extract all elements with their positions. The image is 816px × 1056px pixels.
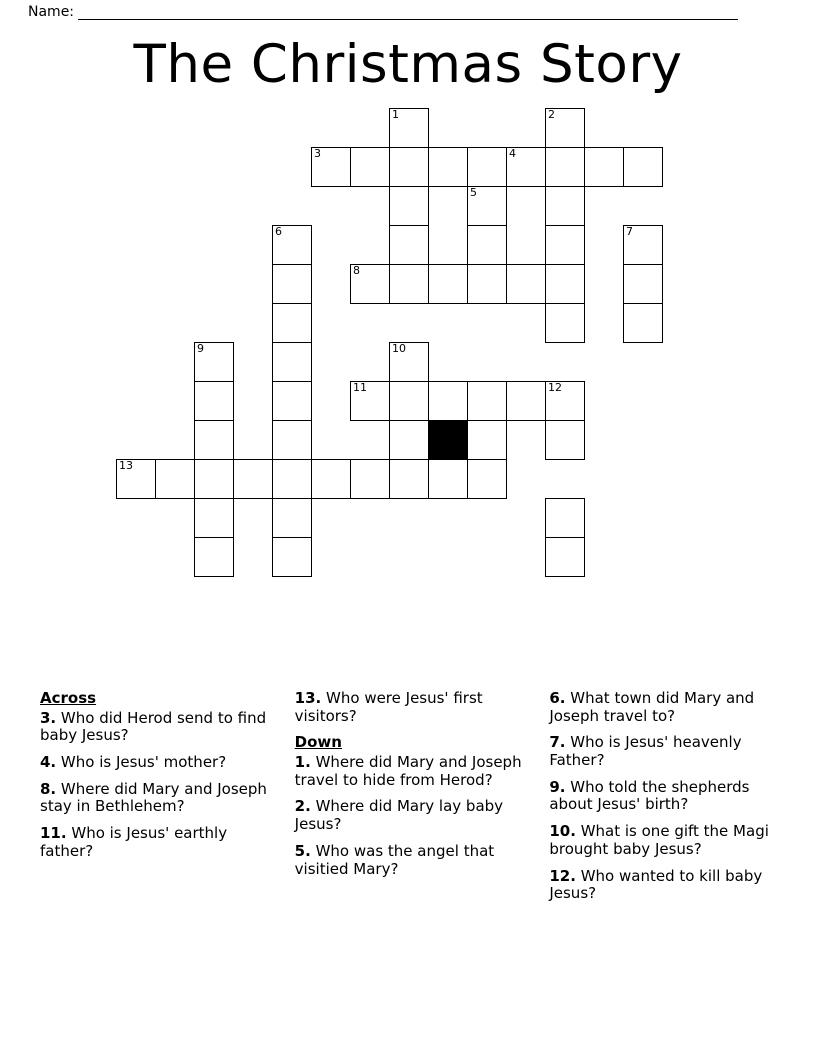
clue-text: Who were Jesus' first visitors? [294,689,483,725]
grid-cell-number: 8 [353,264,360,277]
grid-cell-number: 9 [197,342,204,355]
grid-cell[interactable] [389,225,429,265]
grid-cell[interactable] [272,498,312,538]
clues-column-3 [549,690,780,912]
clue-number: 10. [549,822,576,841]
clue-text: Where did Mary and Joseph travel to hide from Herod? [294,753,522,789]
crossword-grid[interactable] [0,100,816,600]
grid-cell[interactable] [233,459,273,499]
grid-cell[interactable] [506,264,546,304]
grid-cell[interactable] [350,264,390,304]
grid-cell-number: 4 [509,147,516,160]
clue-down-12 [549,868,780,903]
grid-cell[interactable] [584,147,624,187]
grid-cell[interactable] [311,147,351,187]
clue-number: 12. [549,866,576,885]
grid-cell[interactable] [272,264,312,304]
clue-text: Where did Mary lay baby Jesus? [294,797,504,834]
grid-cell[interactable] [272,459,312,499]
clue-text: Where did Mary and Joseph stay in Bethlehem? [40,779,267,816]
grid-cell[interactable] [545,381,585,421]
grid-cell[interactable] [545,303,585,343]
grid-cell[interactable] [194,420,234,460]
clue-text: Who is Jesus' mother? [60,753,227,772]
clues-column-1 [40,690,271,912]
grid-cell[interactable] [467,225,507,265]
clue-text: What town did Mary and Joseph travel to? [549,689,755,725]
clue-down-1 [295,754,526,789]
grid-cell[interactable] [194,342,234,382]
clue-text: Who is Jesus' heavenly Father? [549,733,742,770]
clue-text: Who wanted to kill baby Jesus? [549,866,763,903]
grid-cell[interactable] [545,498,585,538]
grid-cell[interactable] [467,459,507,499]
grid-cell[interactable] [428,147,468,187]
grid-cell[interactable] [194,459,234,499]
grid-cell-number: 5 [470,186,477,199]
grid-cell[interactable] [428,459,468,499]
clue-down-6 [549,690,780,725]
clue-number: 5. [294,841,311,860]
clue-down-9 [549,779,780,814]
grid-cell[interactable] [545,420,585,460]
clue-text: What is one gift the Magi brought baby Jesus? [549,822,769,858]
grid-cell[interactable] [545,186,585,226]
grid-cell[interactable] [467,420,507,460]
clue-down-5 [295,843,526,878]
name-blank-rule[interactable] [78,7,738,20]
grid-cell[interactable] [506,147,546,187]
grid-cell[interactable] [623,225,663,265]
clue-text: Who is Jesus' earthly father? [40,824,228,860]
clue-across-11 [40,825,271,860]
clue-number: 13. [294,689,322,707]
grid-cell[interactable] [389,381,429,421]
clue-number: 1. [294,753,311,772]
grid-cell[interactable] [428,264,468,304]
grid-cell[interactable] [272,303,312,343]
clue-across-3 [40,710,271,745]
grid-cell[interactable] [623,303,663,343]
grid-cell-blocked [428,420,468,460]
clue-number: 9. [549,777,566,796]
grid-cell[interactable] [467,186,507,226]
grid-cell[interactable] [545,225,585,265]
grid-cell[interactable] [311,459,351,499]
grid-cell[interactable] [623,264,663,304]
grid-cell[interactable] [545,264,585,304]
grid-cell-number: 11 [353,381,367,394]
grid-cell-number: 2 [548,108,555,121]
grid-cell[interactable] [272,420,312,460]
grid-cell-number: 6 [275,225,282,238]
clues-section [40,690,780,912]
clue-number: 6. [549,689,566,707]
grid-cell[interactable] [623,147,663,187]
name-label: Name: [28,4,75,20]
clue-number: 7. [549,733,566,752]
grid-cell[interactable] [428,381,468,421]
clue-number: 2. [294,797,311,816]
grid-cell[interactable] [194,498,234,538]
name-line [28,4,748,20]
grid-cell[interactable] [350,459,390,499]
grid-cell[interactable] [194,381,234,421]
grid-cell[interactable] [467,264,507,304]
grid-cell[interactable] [389,420,429,460]
clue-text: Who told the shepherds about Jesus' birth? [549,777,750,814]
grid-cell[interactable] [389,186,429,226]
grid-cell-number: 13 [119,459,133,472]
grid-cell[interactable] [272,225,312,265]
grid-cell[interactable] [506,381,546,421]
grid-cell[interactable] [545,537,585,577]
across-heading: Across [40,689,97,707]
clue-number: 3. [40,708,57,727]
clue-text: Who did Herod send to find baby Jesus? [40,708,267,745]
grid-cell[interactable] [389,264,429,304]
page-title: The Christmas Story [133,34,683,95]
clue-across-4 [40,754,271,772]
grid-cell[interactable] [389,147,429,187]
grid-cell-number: 10 [392,342,406,355]
clues-column-2 [295,690,526,912]
grid-cell[interactable] [467,381,507,421]
clue-text: Who was the angel that visitied Mary? [294,841,495,878]
grid-cell[interactable] [467,147,507,187]
grid-cell[interactable] [155,459,195,499]
clue-number: 8. [40,779,57,798]
clue-down-10 [549,823,780,858]
grid-cell[interactable] [272,537,312,577]
grid-cell[interactable] [350,147,390,187]
grid-cell[interactable] [350,381,390,421]
grid-cell[interactable] [545,147,585,187]
grid-cell[interactable] [194,537,234,577]
grid-cell-number: 3 [314,147,321,160]
clue-across-13 [295,690,526,725]
clue-number: 4. [40,753,57,772]
grid-cell[interactable] [545,108,585,148]
clue-number: 11. [40,824,67,843]
clue-down-2 [295,798,526,833]
grid-cell[interactable] [389,342,429,382]
grid-cell-number: 7 [626,225,633,238]
grid-cell[interactable] [272,342,312,382]
clue-down-7 [549,734,780,769]
grid-cell[interactable] [116,459,156,499]
grid-cell[interactable] [272,381,312,421]
grid-cell-number: 12 [548,381,562,394]
grid-cell[interactable] [389,459,429,499]
down-heading: Down [294,733,342,752]
clue-across-8 [40,781,271,816]
grid-cell-number: 1 [392,108,399,121]
grid-cell[interactable] [389,108,429,148]
